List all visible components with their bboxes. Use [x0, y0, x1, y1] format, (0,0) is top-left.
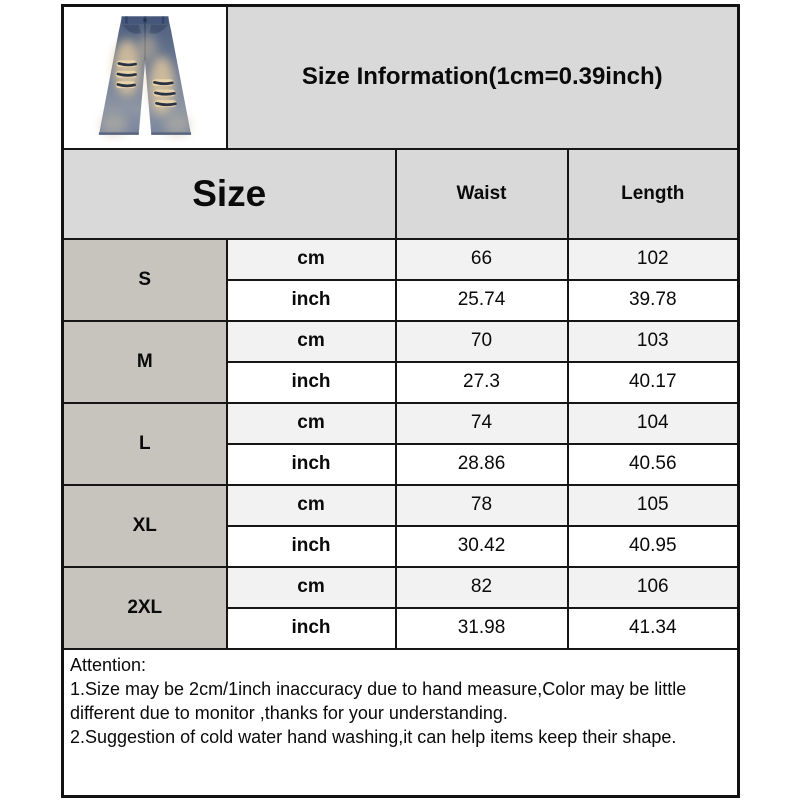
table-row — [63, 567, 739, 608]
length-value: 104 — [568, 403, 739, 444]
length-value: 40.56 — [568, 444, 739, 485]
waist-value: 74 — [396, 403, 568, 444]
size-label-m: M — [63, 321, 227, 403]
waist-value: 78 — [396, 485, 568, 526]
waist-value: 66 — [396, 239, 568, 280]
length-value: 103 — [568, 321, 739, 362]
column-header-waist: Waist — [396, 149, 568, 239]
size-label-xl: XL — [63, 485, 227, 567]
waist-value: 31.98 — [396, 608, 568, 649]
unit-label: cm — [227, 403, 396, 444]
unit-label: inch — [227, 362, 396, 403]
unit-label: cm — [227, 485, 396, 526]
size-chart-table — [61, 4, 740, 798]
length-value: 40.95 — [568, 526, 739, 567]
length-value: 102 — [568, 239, 739, 280]
attention-note-2: 2.Suggestion of cold water hand washing,it can help items keep their shape. — [70, 726, 677, 747]
jeans-image — [87, 8, 203, 142]
unit-label: inch — [227, 444, 396, 485]
size-label-2xl: 2XL — [63, 567, 227, 649]
attention-heading: Attention: — [70, 654, 147, 675]
waist-value: 70 — [396, 321, 568, 362]
size-label-s: S — [63, 239, 227, 321]
unit-label: cm — [227, 321, 396, 362]
unit-label: inch — [227, 526, 396, 567]
unit-label: inch — [227, 608, 396, 649]
length-value: 40.17 — [568, 362, 739, 403]
unit-label: cm — [227, 239, 396, 280]
column-header-size: Size — [63, 149, 396, 239]
waist-value: 30.42 — [396, 526, 568, 567]
length-value: 41.34 — [568, 608, 739, 649]
waist-value: 28.86 — [396, 444, 568, 485]
attention-box — [63, 649, 739, 797]
unit-label: inch — [227, 280, 396, 321]
size-label-l: L — [63, 403, 227, 485]
attention-note-1: 1.Size may be 2cm/1inch inaccuracy due to hand measure,Color may be little different due to monitor ,thanks for your understanding. — [70, 678, 687, 723]
length-value: 39.78 — [568, 280, 739, 321]
table-row — [63, 321, 739, 362]
waist-value: 27.3 — [396, 362, 568, 403]
table-row — [63, 403, 739, 444]
column-header-length: Length — [568, 149, 739, 239]
length-value: 105 — [568, 485, 739, 526]
unit-label: cm — [227, 567, 396, 608]
length-value: 106 — [568, 567, 739, 608]
waist-value: 82 — [396, 567, 568, 608]
page-title: Size Information(1cm=0.39inch) — [227, 6, 739, 149]
table-row — [63, 485, 739, 526]
product-photo-cell — [63, 6, 227, 149]
waist-value: 25.74 — [396, 280, 568, 321]
table-row — [63, 239, 739, 280]
